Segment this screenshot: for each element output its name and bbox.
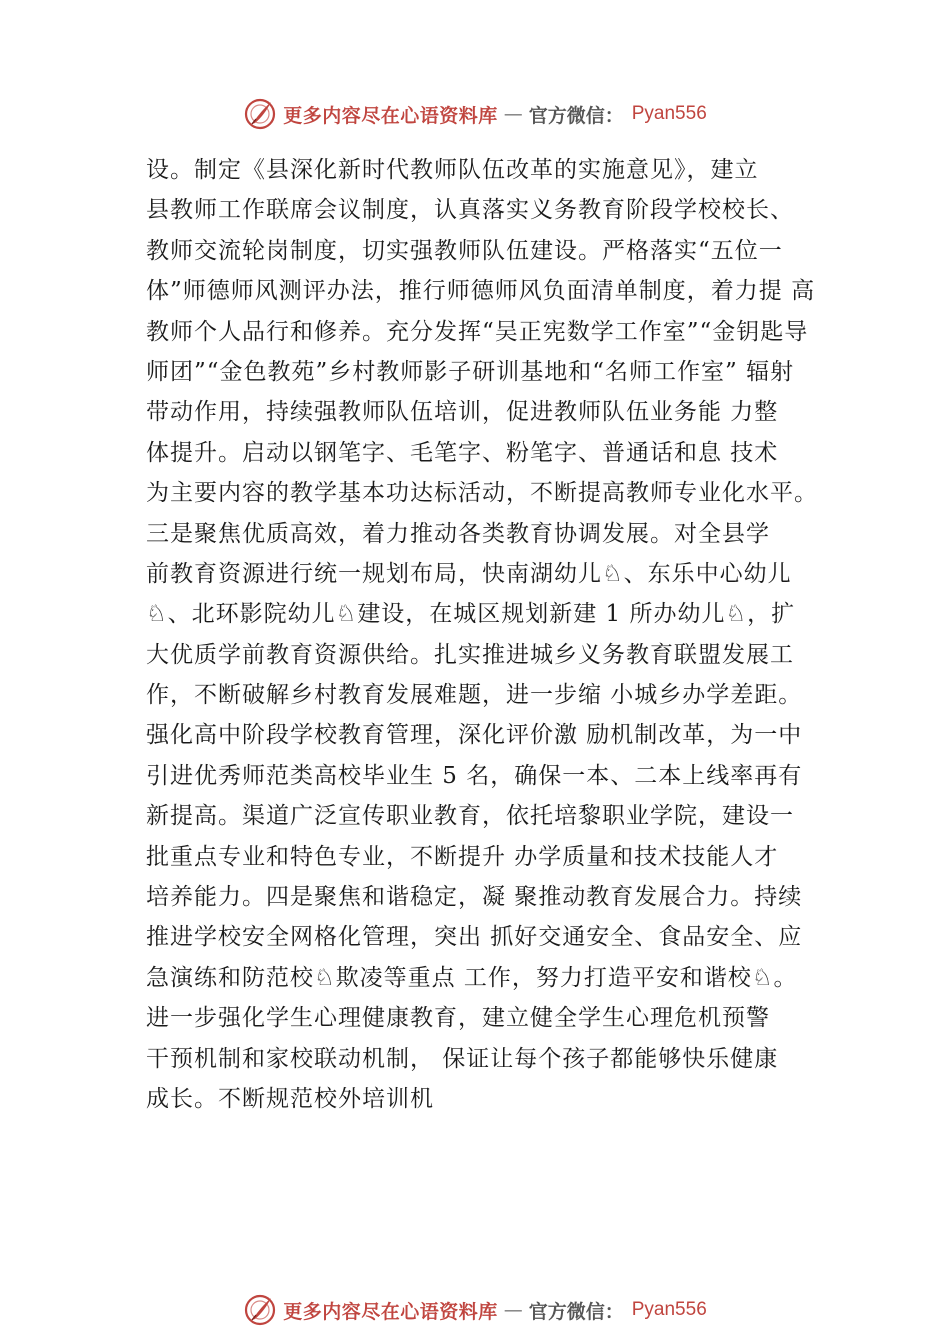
header-account: Pyan556 <box>631 103 707 124</box>
text-line: 进一步强化学生心理健康教育，建立健全学生心理危机预警 <box>146 1005 770 1032</box>
text-line: 前教育资源进行统一规划布局，快南湖幼儿♘、东乐中心幼儿 <box>146 560 792 587</box>
text-line: 三是聚焦优质高效，着力推动各类教育协调发展。对全县学 <box>146 520 770 547</box>
text-line: 新提高。渠道广泛宣传职业教育，依托培黎职业学院，建设一 <box>146 803 794 830</box>
text-line: 体提升。启动以钢笔字、毛笔字、粉笔字、普通话和息 技术 <box>146 439 779 466</box>
text-line: 批重点专业和特色专业，不断提升 办学质量和技术技能人才 <box>146 843 779 870</box>
text-line: 县教师工作联席会议制度，认真落实义务教育阶段学校校长、 <box>146 197 794 224</box>
text-line: 作，不断破解乡村教育发展难题，进一步缩 小城乡办学差距。 <box>146 682 803 709</box>
text-line: 推进学校安全网格化管理，突出 抓好交通安全、食品安全、应 <box>146 924 803 951</box>
text-line: 体”师德师风测评办法，推行师德师风负面清单制度，着力提 高 <box>146 278 816 305</box>
header-brand: 更多内容尽在心语资料库 <box>283 104 498 127</box>
text-line: 成长。不断规范校外培训机 <box>146 1085 434 1112</box>
text-line: 引进优秀师范类高校毕业生 5 名，确保一本、二本上线率再有 <box>146 762 803 789</box>
text-line: 师团”“金色教苑”乡村教师影子研训基地和“名师工作室” 辐射 <box>146 358 795 385</box>
text-line: 带动作用，持续强教师队伍培训，促进教师队伍业务能 力整 <box>146 399 779 426</box>
text-line: 干预机制和家校联动机制， 保证让每个孩子都能够快乐健康 <box>146 1045 779 1072</box>
footer-separator: — <box>503 1299 523 1321</box>
text-line: ♘、北环影院幼儿♘建设，在城区规划新建 1 所办幼儿♘，扩 <box>146 601 796 628</box>
header-official-label: 官方微信： <box>528 104 624 127</box>
text-line: 大优质学前教育资源供给。扎实推进城乡义务教育联盟发展工 <box>146 641 794 668</box>
footer-account: Pyan556 <box>631 1299 707 1320</box>
text-line: 教师交流轮岗制度，切实强教师队伍建设。严格落实“五位一 <box>146 237 783 264</box>
text-line: 为主要内容的教学基本功达标活动，不断提高教师专业化水平。 <box>146 480 818 507</box>
text-line: 急演练和防范校♘欺凌等重点 工作，努力打造平安和谐校♘。 <box>146 964 798 991</box>
text-line: 强化高中阶段学校教育管理，深化评价激 励机制改革，为一中 <box>146 722 803 749</box>
footer-official-label: 官方微信： <box>528 1300 624 1323</box>
header-separator: — <box>503 103 523 125</box>
header-banner <box>0 94 950 134</box>
quill-logo-icon <box>243 97 277 131</box>
footer-brand: 更多内容尽在心语资料库 <box>283 1300 498 1323</box>
quill-logo-icon <box>243 1293 277 1327</box>
text-line: 培养能力。四是聚焦和谐稳定，凝 聚推动教育发展合力。持续 <box>146 884 803 911</box>
text-line: 设。制定《县深化新时代教师队伍改革的实施意见》，建立 <box>146 157 759 183</box>
document-body <box>146 150 846 1119</box>
text-line: 教师个人品行和修养。充分发挥“吴正宪数学工作室”“金钥匙导 <box>146 318 809 345</box>
footer-banner <box>0 1290 950 1330</box>
